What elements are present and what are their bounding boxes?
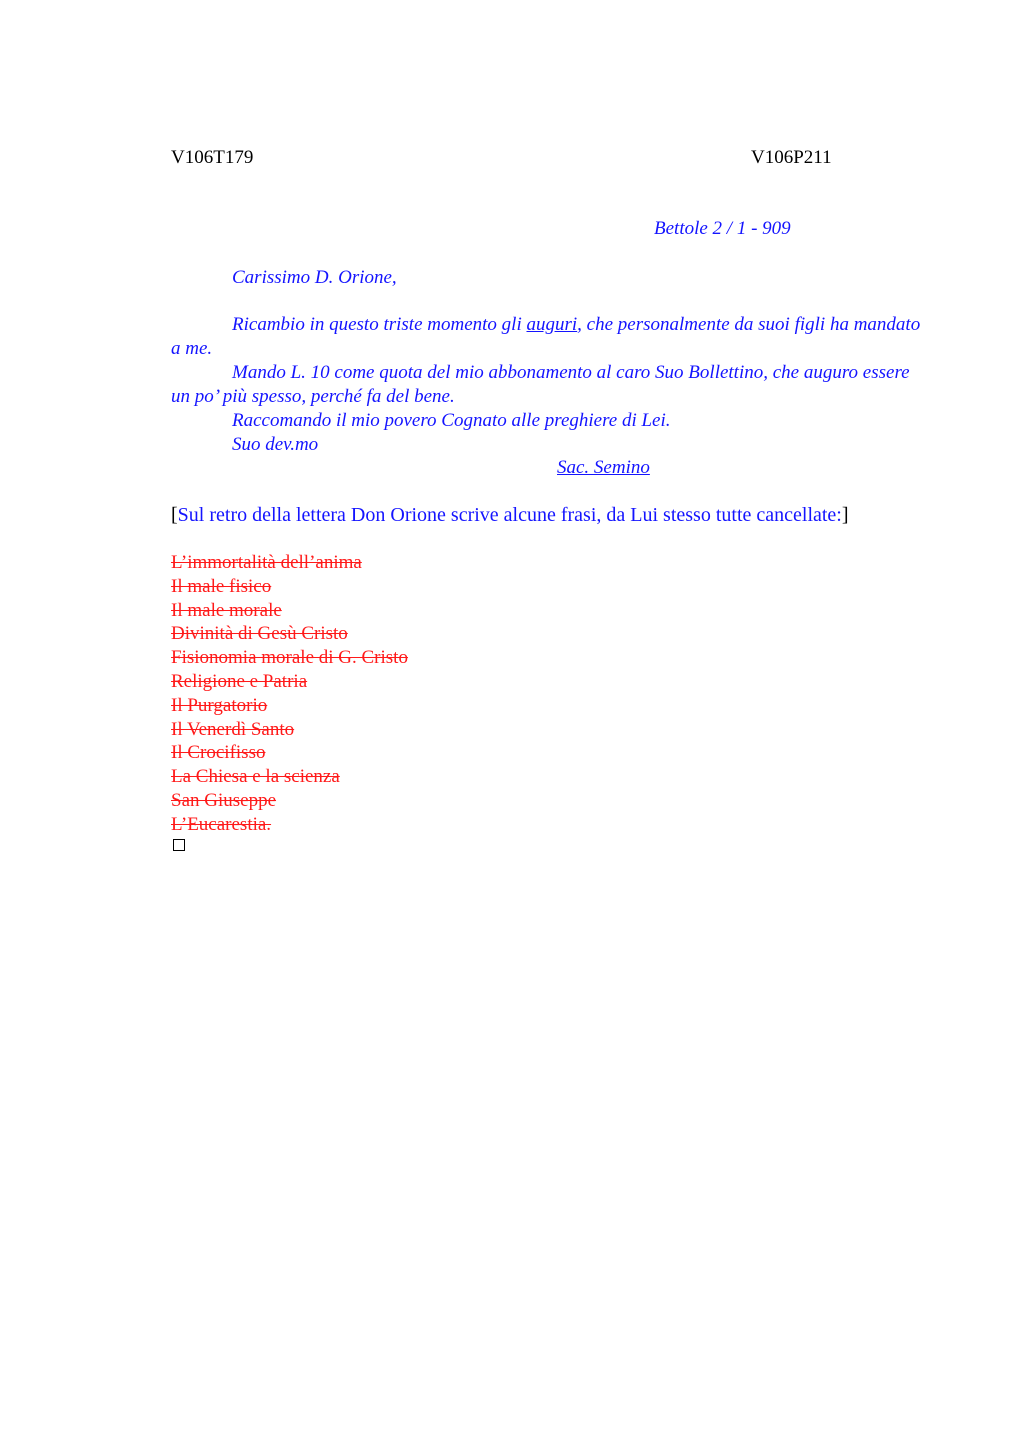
document-code-left: V106T179 bbox=[171, 147, 254, 168]
crossed-item: Il male fisico bbox=[171, 575, 272, 597]
crossed-item: Il male morale bbox=[171, 599, 282, 621]
letter-paragraph-1 bbox=[171, 313, 921, 361]
letter-body bbox=[171, 313, 921, 457]
letter-closing: Suo dev.mo bbox=[232, 434, 319, 455]
crossed-item: Fisionomia morale di G. Cristo bbox=[171, 647, 408, 669]
document-code-right: V106P211 bbox=[751, 147, 832, 168]
crossed-item: La Chiesa e la scienza bbox=[171, 766, 340, 788]
underlined-word: auguri bbox=[526, 314, 578, 335]
crossed-item: Divinità di Gesù Cristo bbox=[171, 623, 348, 645]
letter-date: Bettole 2 / 1 - 909 bbox=[654, 218, 791, 239]
crossed-item: Religione e Patria bbox=[171, 670, 308, 692]
paragraph-1-start: Ricambio in questo triste momento gli bbox=[232, 314, 527, 335]
crossed-item: Il Crocifisso bbox=[171, 742, 266, 764]
editorial-note bbox=[171, 503, 849, 527]
paragraph-1-end: , che personalmente da suoi figli ha mandato a me. bbox=[171, 314, 921, 359]
letter-signature: Sac. Semino bbox=[557, 457, 650, 478]
crossed-item: L’Eucarestia. bbox=[171, 813, 272, 835]
letter-salutation: Carissimo D. Orione, bbox=[232, 267, 397, 288]
crossed-item: Il Purgatorio bbox=[171, 694, 268, 716]
letter-paragraph-2: Mando L. 10 come quota del mio abbonamento al caro Suo Bollettino, che auguro essere un po’ più spesso, perché fa del bene. bbox=[171, 362, 910, 407]
empty-box-glyph bbox=[173, 839, 185, 851]
crossed-item: San Giuseppe bbox=[171, 789, 277, 811]
note-close-bracket: ] bbox=[841, 504, 849, 526]
crossed-item: L’immortalità dell’anima bbox=[171, 552, 362, 573]
crossed-out-list bbox=[171, 551, 408, 837]
note-text: Sul retro della lettera Don Orione scrive alcune frasi, da Lui stesso tutte cancellate: bbox=[177, 504, 842, 526]
letter-paragraph-3: Raccomando il mio povero Cognato alle preghiere di Lei. bbox=[232, 410, 671, 431]
crossed-item: Il Venerdì Santo bbox=[171, 718, 295, 740]
note-open-bracket: [ bbox=[171, 504, 178, 526]
